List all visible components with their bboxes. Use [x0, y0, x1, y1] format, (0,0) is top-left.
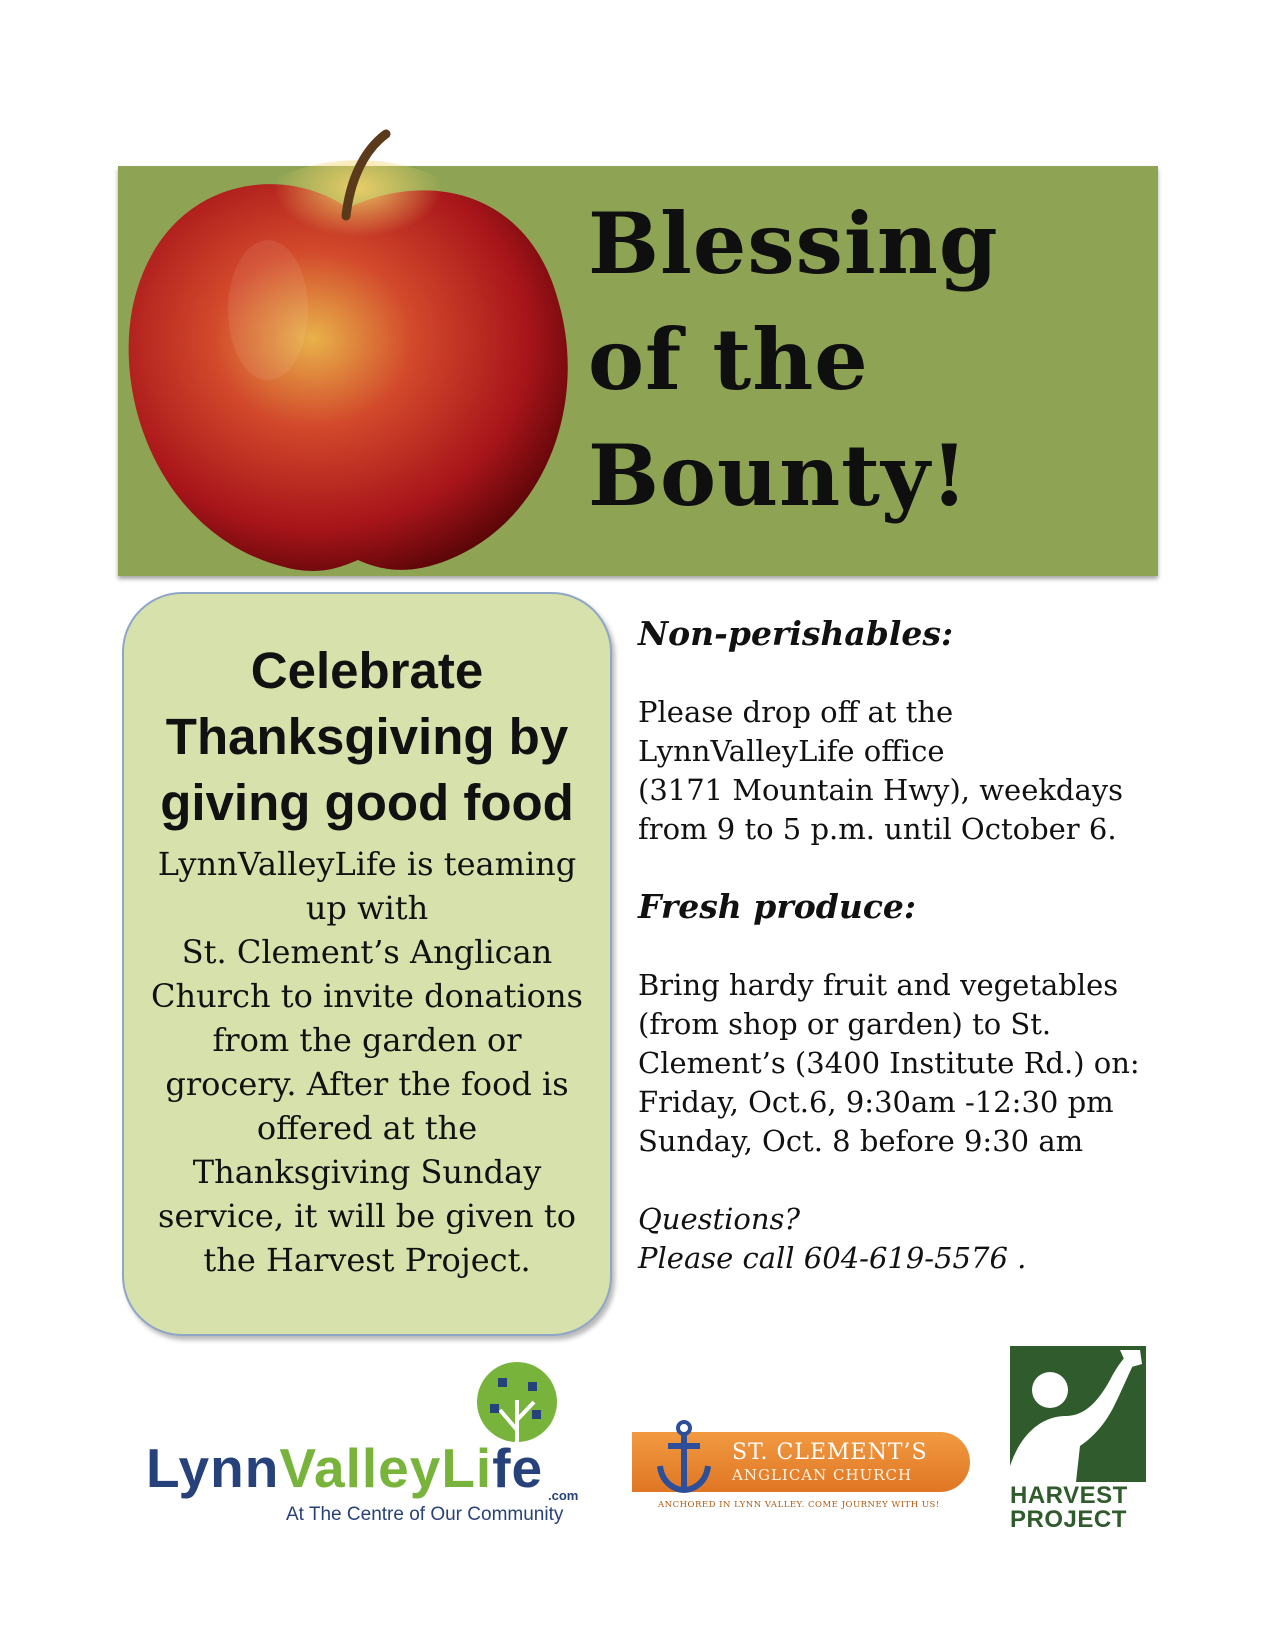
- headline-line: giving good food: [160, 774, 574, 831]
- wordmark-fe: fe: [492, 1437, 544, 1499]
- headline-line: Celebrate: [250, 642, 484, 699]
- harvest-project-logo: [1010, 1346, 1150, 1533]
- harvest-project-wordmark: [1010, 1484, 1150, 1532]
- box-headline: [124, 638, 610, 836]
- project-word: PROJECT: [1010, 1506, 1127, 1533]
- title-line: of the: [588, 310, 869, 409]
- st-clements-name: ST. CLEMENT’S: [732, 1440, 928, 1465]
- event-title: [588, 186, 1148, 534]
- non-perishables-heading: Non-perishables:: [638, 614, 954, 653]
- body-line: the Harvest Project.: [203, 1241, 531, 1279]
- body-line: up with: [305, 889, 429, 927]
- body-line: Church to invite donations: [151, 977, 583, 1015]
- non-perishables-line: LynnValleyLife office: [638, 734, 945, 768]
- body-line: LynnValleyLife is teaming: [157, 845, 577, 883]
- st-clements-subtitle: ANGLICAN CHURCH: [732, 1466, 913, 1484]
- contact-phone: Please call 604-619-5576 .: [638, 1241, 1027, 1275]
- body-line: St. Clement’s Anglican: [181, 933, 553, 971]
- st-clements-logo: [632, 1420, 972, 1510]
- reaching-figure-icon: [1010, 1346, 1146, 1482]
- lynnvalleylife-wordmark: [146, 1436, 543, 1500]
- lynnvalleylife-logo: [146, 1360, 586, 1530]
- fresh-produce-line: Sunday, Oct. 8 before 9:30 am: [638, 1124, 1084, 1158]
- body-line: from the garden or: [212, 1021, 522, 1059]
- title-line: Bounty!: [588, 426, 969, 525]
- body-line: Thanksgiving Sunday: [192, 1153, 542, 1191]
- title-line: Blessing: [588, 194, 999, 293]
- body-line: service, it will be given to: [158, 1197, 576, 1235]
- anchor-icon: [654, 1420, 714, 1496]
- donation-details: [638, 612, 1158, 1278]
- lynnvalleylife-tagline: At The Centre of Our Community: [286, 1504, 564, 1525]
- headline-line: Thanksgiving by: [165, 708, 569, 765]
- apple-image: [118, 120, 578, 580]
- non-perishables-line: from 9 to 5 p.m. until October 6.: [638, 812, 1117, 846]
- non-perishables-line: (3171 Mountain Hwy), weekdays: [638, 773, 1124, 807]
- fresh-produce-heading: Fresh produce:: [638, 887, 917, 926]
- non-perishables-line: Please drop off at the: [638, 695, 954, 729]
- wordmark-valley: ValleyL: [279, 1437, 476, 1499]
- questions-label: Questions?: [638, 1202, 800, 1236]
- body-line: grocery. After the food is: [165, 1065, 569, 1103]
- body-line: offered at the: [256, 1109, 478, 1147]
- st-clements-tagline: ANCHORED IN LYNN VALLEY. COME JOURNEY WITH US!: [658, 1500, 940, 1510]
- dotcom-label: .com: [548, 1488, 579, 1503]
- fresh-produce-line: (from shop or garden) to St.: [638, 1007, 1052, 1041]
- fresh-produce-line: Friday, Oct.6, 9:30am -12:30 pm: [638, 1085, 1114, 1119]
- fresh-produce-line: Clement’s (3400 Institute Rd.) on:: [638, 1046, 1140, 1080]
- wordmark-lynn: Lynn: [146, 1437, 280, 1499]
- wordmark-i: i: [475, 1437, 493, 1499]
- fresh-produce-line: Bring hardy fruit and vegetables: [638, 968, 1119, 1002]
- harvest-word: HARVEST: [1010, 1482, 1128, 1509]
- box-body: [124, 842, 610, 1282]
- thanksgiving-info-box: [122, 592, 612, 1336]
